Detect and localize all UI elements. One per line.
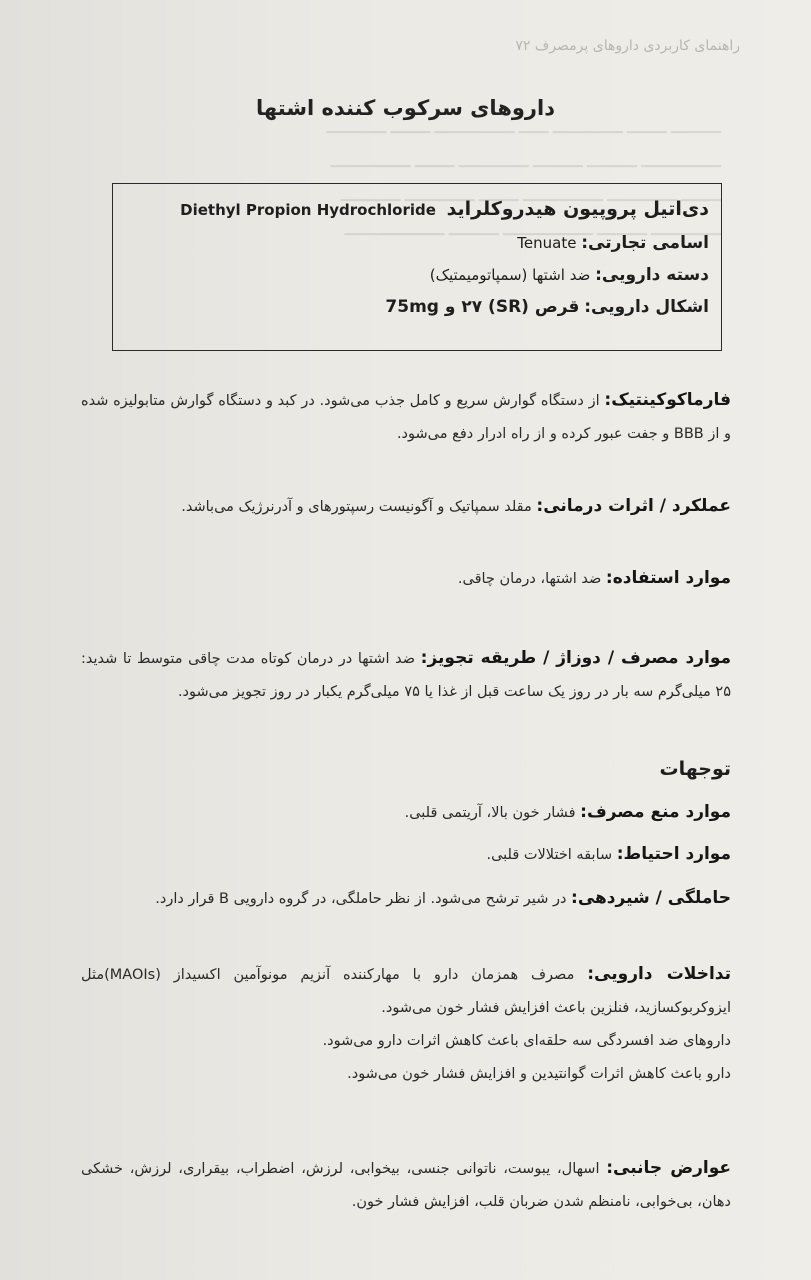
bleed-through-texture: ▁▁▁▁▁ ▁▁▁▁ ▁▁▁▁▁▁▁ ▁▁▁ ▁▁▁▁▁▁▁▁ ▁▁▁▁ ▁▁▁▁▁▁ ▁▁▁▁▁▁▁▁ ▁▁▁▁▁ ▁▁▁▁▁ ▁▁▁▁▁▁▁ ▁▁▁▁ ▁▁▁▁▁▁▁▁ ▁▁▁▁ ▁▁▁▁▁▁▁ ▁▁▁▁▁▁▁▁ ▁▁▁▁ ▁▁▁▁▁▁▁ ▁▁▁▁▁▁ ▁▁▁▁▁▁▁ ▁▁▁▁▁ ▁▁▁▁▁▁▁▁▁ ▁▁▁▁▁ ▁▁▁▁▁▁▁▁▁▁ [326, 119, 721, 236]
precautions-label: موارد احتیاط: [616, 844, 731, 864]
drug-name-persian: دی‌اتیل پروپیون هیدروکلراید [446, 198, 709, 220]
contraindications-text: فشار خون بالا، آریتمی قلبی. [404, 805, 576, 821]
trade-names-label: اسامی تجارتی: [581, 233, 709, 253]
dosage-text: ضد اشتها در درمان کوتاه مدت چاقی متوسط تا شدید: ۲۵ میلی‌گرم سه بار در روز یک ساعت قبل از غذا یا ۷۵ میلی‌گرم یکبار در روز تجویز می‌شود. [81, 651, 731, 700]
contraindications-label: موارد منع مصرف: [580, 802, 731, 822]
action-label: عملکرد / اثرات درمانی: [536, 496, 731, 516]
indications-text: ضد اشتها، درمان چاقی. [457, 571, 602, 587]
action-text: مقلد سمپاتیک و آگونیست رسپتورهای و آدرنرژیک می‌باشد. [181, 499, 532, 515]
notes-heading: توجهات [659, 758, 731, 780]
contraindications-paragraph [81, 796, 731, 830]
dosage-paragraph [81, 642, 731, 709]
drug-name [125, 192, 709, 227]
action-paragraph [81, 490, 731, 524]
precautions-text: سابقه اختلالات قلبی. [486, 847, 613, 863]
indications-label: موارد استفاده: [605, 568, 731, 588]
side-effects-label: عوارض جانبی: [606, 1158, 731, 1178]
interactions-paragraph [81, 958, 731, 1091]
interactions-line-2: داروهای ضد افسردگی سه حلقه‌ای باعث کاهش اثرات دارو می‌شود. [322, 1033, 731, 1049]
trade-names-value: Tenuate [517, 234, 577, 252]
pregnancy-text: در شیر ترشح می‌شود. از نظر حاملگی، در گروه دارویی B قرار دارد. [155, 891, 567, 907]
dosage-label: موارد مصرف / دوزاژ / طریقه تجویز: [420, 648, 731, 668]
section-title: داروهای سرکوب کننده اشتها [256, 96, 555, 120]
precautions-paragraph [81, 838, 731, 872]
running-head: راهنمای کاربردی داروهای پرمصرف ۷۲ [515, 38, 740, 54]
pharmacokinetics-text: از دستگاه گوارش سریع و کامل جذب می‌شود. در کبد و دستگاه گوارش متابولیزه شده و از BBB و جفت عبور کرده و از راه ادرار دفع می‌شود. [81, 393, 731, 442]
interactions-label: تداخلات دارویی: [587, 964, 731, 984]
interactions-line-1 [81, 958, 731, 1025]
interactions-text-1: مصرف همزمان دارو با مهارکننده آنزیم مونوآمین اکسیداز (MAOIs)مثل ایزوکربوکسازید، فنلزین باعث افزایش فشار خون می‌شود. [81, 967, 731, 1016]
drug-class-row [125, 259, 709, 291]
indications-paragraph [81, 562, 731, 596]
pharmacokinetics-paragraph [81, 384, 731, 451]
pregnancy-paragraph [81, 882, 731, 916]
drug-class-label: دسته دارویی: [595, 265, 709, 285]
dosage-forms-row [125, 291, 709, 323]
dosage-forms-value: قرص (SR) ۲۷ و 75mg [385, 297, 580, 317]
side-effects-paragraph [81, 1152, 731, 1219]
drug-info-box [112, 183, 722, 351]
interactions-line-3: دارو باعث کاهش اثرات گوانتیدین و افزایش فشار خون می‌شود. [347, 1066, 731, 1082]
drug-class-value: ضد اشتها (سمپاتومیمتیک) [429, 266, 591, 284]
trade-names-row [125, 227, 709, 259]
side-effects-text: اسهال، یبوست، ناتوانی جنسی، بیخوابی، لرزش، اضطراب، بیقراری، لرزش، خشکی دهان، بی‌خوابی، نامنظم شدن ضربان قلب، افزایش فشار خون. [81, 1161, 731, 1210]
pregnancy-label: حاملگی / شیردهی: [571, 888, 731, 908]
dosage-forms-label: اشکال دارویی: [584, 297, 709, 317]
drug-name-english: Diethyl Propion Hydrochloride [180, 201, 436, 219]
pharmacokinetics-label: فارماکوکینتیک: [604, 390, 732, 410]
